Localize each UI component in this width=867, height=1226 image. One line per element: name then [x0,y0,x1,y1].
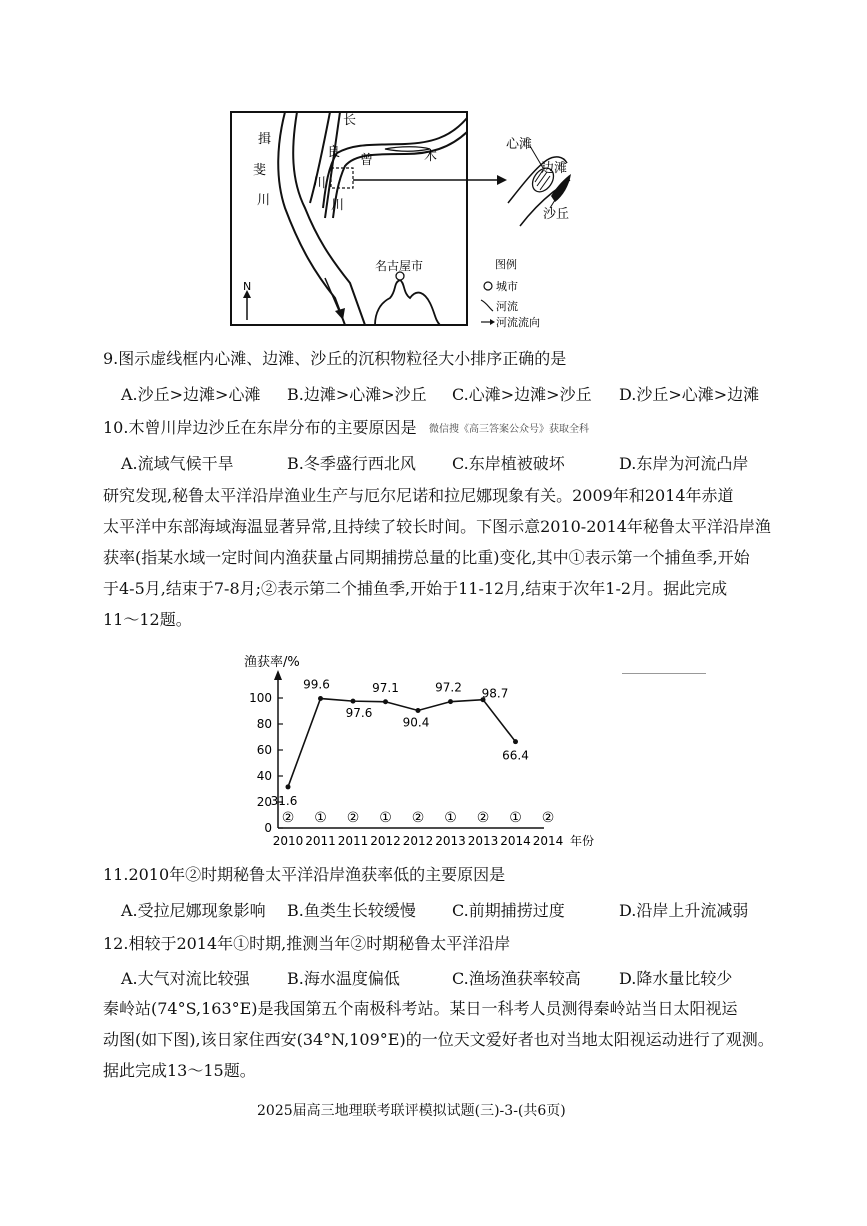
season-mark: ① [314,810,327,826]
data-label: 97.6 [345,706,373,721]
q11-option-d[interactable]: D.沿岸上升流减弱 [619,901,749,920]
season-mark: ① [509,810,522,826]
data-label: 97.1 [372,680,399,695]
season-mark: ① [444,810,457,826]
x-tick-label: 2011 [305,834,336,848]
q10-option-d[interactable]: D.东岸为河流凸岸 [619,454,749,473]
legend-river-label: 河流 [496,300,518,313]
q12-stem: 12.相较于2014年①时期,推测当年②时期秘鲁太平洋沿岸 [103,934,511,953]
data-point [448,699,453,704]
label-ibi-2: 斐 [253,163,267,178]
x-tick-label: 2010 [272,834,304,848]
ibi-river-bank [293,112,365,325]
label-kiso-2: 川 [331,198,345,213]
label-nagara-2: 良 [327,145,341,160]
kiso-river [323,118,467,208]
passage-qinling-line-1: 秦岭站(74°S,163°E)是我国第五个南极科考站。某日一科考人员测得秦岭站当日太阳视运 [103,999,738,1018]
north-label: N [243,280,252,293]
q11-option-a[interactable]: A.受拉尼娜现象影响 [121,901,266,920]
legend-city-label: 城市 [496,280,518,293]
passage-fishery-line-4: 于4-5月,结束于7-8月;②表示第二个捕鱼季,开始于11-12月,结束于次年1-2月。据此完成 [103,579,728,598]
passage-qinling-line-2: 动图(如下图),该日家住西安(34°N,109°E)的一位天文爱好者也对当地太阳视运动进行了观测。 [103,1030,774,1049]
inset-label-center: 心滩 [506,137,533,152]
label-kiso-1: 曾 [360,153,374,168]
q12-option-c[interactable]: C.渔场渔获率较高 [452,969,581,988]
page-footer: 2025届高三地理联考联评模拟试题(三)-3-(共6页) [257,1103,566,1119]
passage-fishery-line-1: 研究发现,秘鲁太平洋沿岸渔业生产与厄尔尼诺和拉尼娜现象有关。2009年和2014年赤道 [103,486,734,505]
label-ibi-3: 川 [257,193,271,208]
data-point [318,696,323,701]
flow-arrow [325,278,340,313]
data-label: 66.4 [502,748,529,763]
q10-stem: 10.木曾川岸边沙丘在东岸分布的主要原因是 [103,418,417,437]
q9-option-d[interactable]: D.沙丘>心滩>边滩 [619,385,760,404]
q9-option-b[interactable]: B.边滩>心滩>沙丘 [287,385,427,404]
q10-watermark: 微信搜《高三答案公众号》获取全科 [429,424,589,435]
q10-option-b[interactable]: B.冬季盛行西北风 [287,454,416,473]
y-tick-label: 60 [256,743,272,757]
q11-option-b[interactable]: B.鱼类生长较缓慢 [287,901,416,920]
legend-title: 图例 [495,258,517,271]
legend-city-icon [484,282,492,290]
y-axis-label: 渔获率/% [244,655,300,670]
x-axis-label: 年份 [570,834,595,848]
y-axis-arrow [274,670,282,680]
data-point [351,699,356,704]
legend-flow-head [490,319,495,325]
passage-fishery-line-3: 获率(指某水域一定时间内渔获量占同期捕捞总量的比重)变化,其中①表示第一个捕鱼季,开始 [103,548,750,567]
season-mark: ② [541,810,555,826]
season-mark: ② [411,810,425,826]
season-mark: ② [476,810,490,826]
x-tick-label: 2012 [370,834,401,848]
fishery-rate-chart [240,652,620,852]
x-tick-label: 2011 [337,834,369,848]
data-point [286,784,291,789]
data-label: 97.2 [435,680,462,695]
y-tick-label: 20 [256,795,272,809]
passage-fishery-line-5: 11～12题。 [103,610,192,629]
label-ibi: 揖 [258,132,272,147]
series-line [288,699,516,787]
label-nagara-3: 川 [313,176,327,191]
data-label: 99.6 [303,677,330,692]
x-tick-label: 2012 [402,834,434,848]
y-tick-label: 0 [264,821,272,835]
y-tick-label: 100 [249,691,272,705]
data-label: 98.7 [481,686,509,701]
label-nagoya: 名古屋市 [375,259,424,273]
inset-side-bar [551,174,571,202]
y-tick-label: 40 [256,769,272,783]
q10-option-a[interactable]: A.流域气候干旱 [121,454,234,473]
river-map-figure [225,108,575,330]
inset-label-side: 边滩 [540,161,567,176]
season-mark: ② [281,810,295,826]
label-kiso-3: 木 [424,149,438,164]
label-nagara-1: 长 [343,113,357,128]
data-point [416,708,421,713]
legend-flow-label: 河流流向 [496,316,540,329]
q11-stem: 11.2010年②时期秘鲁太平洋沿岸渔获率低的主要原因是 [103,865,506,884]
nagoya-city-marker [396,272,404,280]
q10-option-c[interactable]: C.东岸植被破坏 [452,454,565,473]
legend-river-icon [481,300,493,311]
nagoya-bay [375,280,440,325]
inset-arrow-head [497,175,507,185]
x-tick-label: 2014 [500,834,531,848]
data-point [513,739,518,744]
passage-fishery-line-2: 太平洋中东部海域海温显著异常,且持续了较长时间。下图示意2010-2014年秘鲁太平洋沿岸渔 [103,517,771,536]
data-label: 90.4 [402,715,430,730]
q9-option-c[interactable]: C.心滩>边滩>沙丘 [452,385,592,404]
x-tick-label: 2014 [532,834,564,848]
passage-qinling-line-3: 据此完成13～15题。 [103,1061,256,1080]
x-tick-label: 2013 [435,834,466,848]
q12-option-a[interactable]: A.大气对流比较强 [121,969,250,988]
stray-line [622,673,706,674]
q12-option-b[interactable]: B.海水温度偏低 [287,969,400,988]
q9-stem: 9.图示虚线框内心滩、边滩、沙丘的沉积物粒径大小排序正确的是 [103,349,567,368]
passage-qinling [103,993,867,1086]
q11-option-c[interactable]: C.前期捕捞过度 [452,901,565,920]
y-tick-label: 80 [256,717,272,731]
q12-option-d[interactable]: D.降水量比较少 [619,969,733,988]
season-mark: ② [346,810,360,826]
q9-option-a[interactable]: A.沙丘>边滩>心滩 [121,385,261,404]
x-tick-label: 2013 [467,834,499,848]
inset-label-dune: 沙丘 [543,207,570,222]
passage-fishery [103,480,867,635]
data-label: 31.6 [270,793,298,808]
data-point [383,699,388,704]
season-mark: ① [379,810,392,826]
